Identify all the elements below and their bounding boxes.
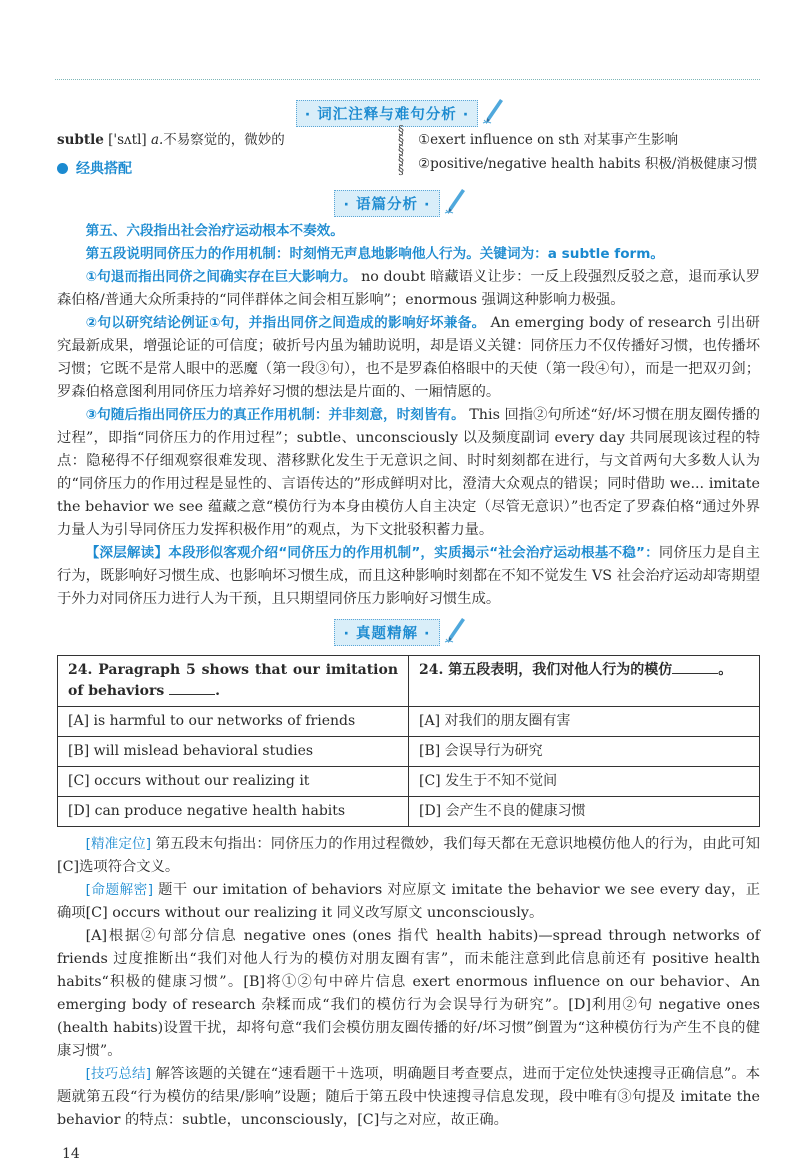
analysis-paragraph	[57, 266, 760, 312]
explanation-label: [精准定位]	[85, 836, 152, 852]
explanation-text: 第五段末句指出：同侪压力的作用过程微妙，我们每天都在无意识地模仿他人的行为，由此可知[C]选项符合文义。	[57, 836, 760, 875]
analysis-text: An emerging body of research 引出研究最新成果，增强论证的可信度；破折号内虽为辅助说明，却是语义关键：同侪压力不仅传播好习惯，也传播坏习惯；它既不是常人眼中的恶魔（第一段③句），也不是罗森伯格眼中的天使（第一段④句），而是一把双刃剑；罗森伯格意图利用同侪压力培养好习惯的想法是片面的、一厢情愿的。	[57, 315, 760, 400]
analysis-lead: ②句以研究结论例证①句，并指出同侪之间造成的影响好坏兼备。	[85, 315, 486, 331]
question-table	[57, 655, 760, 827]
stem-end: 。	[718, 662, 733, 678]
option-zh: [A] 对我们的朋友圈有害	[409, 707, 760, 737]
page-number: 14	[62, 1146, 80, 1162]
wavy-divider: § § § § §	[398, 123, 404, 177]
table-row	[58, 707, 760, 737]
collocation-item: ①exert influence on sth 对某事产生影响	[418, 132, 679, 148]
explanation-paragraph	[57, 1063, 760, 1132]
explanation-paragraph	[57, 879, 760, 925]
vocab-entry	[57, 128, 285, 148]
vocab-word: subtle	[57, 132, 104, 148]
analysis-paragraph	[57, 220, 760, 243]
vocab-meaning: 不易察觉的，微妙的	[163, 132, 285, 148]
option-zh: [C] 发生于不知不觉间	[409, 767, 760, 797]
analysis-text: no doubt 暗藏语义让步：一反上段强烈反驳之意，退而承认罗森伯格/普通大众所秉持的“同伴群体之间会相互影响”；enormous 强调这种影响力极强。	[57, 269, 760, 308]
table-row	[58, 737, 760, 767]
explanation-label: [命题解密]	[85, 882, 154, 898]
top-dotted-divider	[55, 79, 760, 80]
deep-reading-paragraph	[57, 542, 760, 611]
question-section-heading	[0, 617, 800, 649]
analysis-lead: 第五、六段指出社会治疗运动根本不奏效。	[85, 223, 344, 239]
question-stem-zh	[409, 656, 760, 707]
option-zh: [D] 会产生不良的健康习惯	[409, 797, 760, 827]
collocation-item: ②positive/negative health habits 积极/消极健康习惯	[418, 156, 758, 172]
explanation-paragraph	[57, 833, 760, 879]
option-en: [A] is harmful to our networks of friends	[58, 707, 409, 737]
analysis-text: 同侪压力是自主行为，既影响好习惯生成、也影响坏习惯生成，而且这种影响时刻都在不知不觉发生 VS 社会治疗运动却寄期望于外力对同侪压力进行人为干预，且只期望同侪压力影响好习惯生成。	[57, 545, 761, 607]
section-badge: · 真题精解 ·	[334, 619, 439, 646]
main-flow	[57, 188, 760, 1162]
table-row	[58, 767, 760, 797]
answer-explanation	[57, 833, 760, 1132]
explanation-paragraph	[57, 925, 760, 1063]
question-stem-en	[58, 656, 409, 707]
analysis-paragraph	[57, 404, 760, 542]
explanation-text: [A]根据②句部分信息 negative ones (ones 指代 health habits)—spread through networks of friends 过度推断出“我们对他人行为的模仿对朋友圈有害”，而未能注意到此信息前还有 positive health habits“积极的健康习惯”。[B]将①②句中碎片信息 exert enormous influence on our behavior、An emerging body of research 杂糅而成“我们的模仿行为会误导行为研究”。[D]利用②句 negative ones (health habits)设置干扰，却将句意“我们会模仿朋友圈传播的好/坏习惯”倒置为“这种模仿行为产生不良的健康习惯”。	[57, 928, 760, 1059]
explanation-text: 解答该题的关键在“速看题干＋选项，明确题目考查要点，进而于定位处快速搜寻正确信息”。本题就第五段“行为模仿的结果/影响”设题；随后于第五段中快速搜寻信息发现，段中唯有③句提及 imitate the behavior 的特点：subtle，unconsciously，[C]与之对应，故正确。	[57, 1066, 760, 1128]
vocab-pos: a.	[150, 132, 164, 148]
analysis-lead: 第五段说明同侪压力的作用机制：时刻悄无声息地影响他人行为。关键词为：a subtle form。	[85, 246, 665, 262]
section-badge: · 语篇分析 ·	[334, 190, 439, 217]
pen-icon	[444, 617, 466, 649]
option-en: [C] occurs without our realizing it	[58, 767, 409, 797]
analysis-text: This 回指②句所述“好/坏习惯在朋友圈传播的过程”，即指“同侪压力的作用过程”；subtle、unconsciously 以及频度副词 every day 共同展现该过程的特点：隐秘得不仔细观察很难发现、潜移默化发生于无意识之间、时时刻刻都在进行，与文首两句大多数人认为的“同侪压力的作用过程是显性的、言语传达的”形成鲜明对比，澄清大众观点的错误；同时借助 we... imitate the behavior we see 蕴藏之意“模仿行为本身由模仿人自主决定（尽管无意识）”也否定了罗森伯格“通过外界力量人为引导同侪压力发挥积极作用”的观点，为下文批驳积蓄力量。	[57, 407, 761, 538]
option-en: [D] can produce negative health habits	[58, 797, 409, 827]
analysis-paragraph	[57, 312, 760, 404]
pen-icon	[482, 98, 504, 130]
analysis-lead: 【深层解读】本段形似客观介绍“同侪压力的作用机制”，实质揭示“社会治疗运动根基不稳”：	[85, 545, 659, 561]
analysis-paragraph	[57, 243, 760, 266]
table-row	[58, 656, 760, 707]
bullet-icon	[57, 163, 68, 174]
collocation-label-text: 经典搭配	[76, 161, 132, 177]
analysis-lead: ①句退而指出同侪之间确实存在巨大影响力。	[85, 269, 357, 285]
table-row	[58, 797, 760, 827]
stem-text: 24. 第五段表明，我们对他人行为的模仿	[419, 662, 673, 678]
answer-blank	[169, 694, 215, 695]
section-badge: · 词汇注释与难句分析 ·	[296, 100, 479, 127]
option-zh: [B] 会误导行为研究	[409, 737, 760, 767]
discourse-analysis	[57, 220, 760, 611]
option-en: [B] will mislead behavioral studies	[58, 737, 409, 767]
discourse-section-heading	[0, 188, 800, 220]
vocab-phonetic: ['sʌtl]	[108, 132, 147, 148]
stem-end: .	[215, 683, 220, 699]
explanation-text: 题干 our imitation of behaviors 对应原文 imitate the behavior we see every day，正确项[C] occurs without our realizing it 同义改写原文 unconsciously。	[57, 882, 760, 921]
answer-blank	[672, 673, 718, 674]
pen-icon	[444, 188, 466, 220]
collocation-list	[418, 128, 757, 176]
stem-text: 24. Paragraph 5 shows that our imitation of behaviors	[68, 662, 398, 699]
explanation-label: [技巧总结]	[85, 1066, 152, 1082]
analysis-lead: ③句随后指出同侪压力的真正作用机制：并非刻意，时刻皆有。	[85, 407, 465, 423]
collocation-label	[57, 158, 132, 178]
